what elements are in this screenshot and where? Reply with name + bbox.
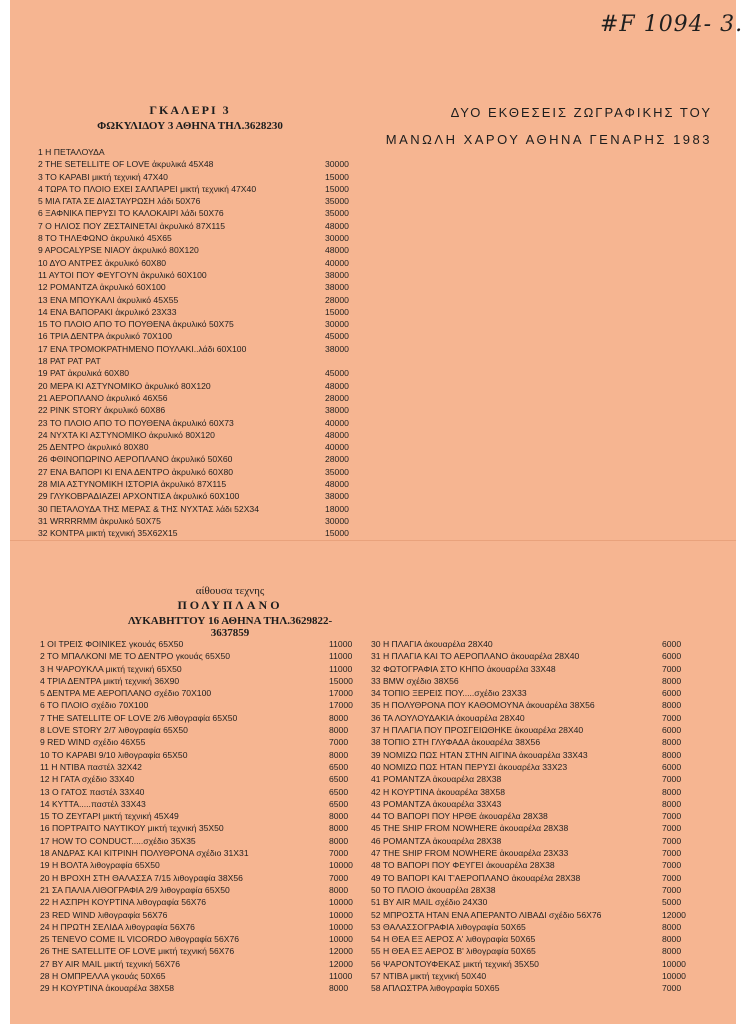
list-item [371,724,691,736]
list-item [40,712,362,724]
gallery2-label: αίθουσα τεχνης [195,585,265,597]
list-item [38,355,358,367]
artwork-title: 26 ΦΘΙΝΟΠΩΡΙΝΟ ΑΕΡΟΠΛΑΝΟ ἀκρυλικό 50Χ60 [38,454,233,465]
list-item [40,896,362,908]
artwork-price: 38000 [325,491,349,502]
artwork-title: 5 ΔΕΝΤΡΑ ΜΕ ΑΕΡΟΠΛΑΝΟ σχέδιο 70Χ100 [40,688,212,699]
artwork-title: 11 ΑΥΤΟΙ ΠΟΥ ΦΕΥΓΟΥΝ ἀκρυλικό 60Χ100 [38,269,207,280]
artwork-price: 28000 [325,392,349,403]
list-item [40,822,362,834]
artwork-title: 50 ΤΟ ΠΛΟΙΟ ἀκουαρέλα 28Χ38 [371,884,496,895]
artwork-title: 22 PINK STORY ἀκρυλικό 60Χ86 [38,405,166,416]
artwork-title: 6 ΤΟ ΠΛΟΙΟ σχέδιο 70Χ100 [40,700,149,711]
list-item [40,638,362,650]
artwork-title: 28 Η ΟΜΠΡΕΛΛΑ γκουάς 50Χ65 [40,971,166,982]
artwork-title: 23 RED WIND λιθογραφία 56Χ76 [40,909,168,920]
list-item [40,859,362,871]
artwork-title: 10 ΤΟ ΚΑΡΑΒΙ 9/10 λιθογραφία 65Χ50 [40,749,188,760]
list-item [371,982,691,994]
artwork-price: 6000 [662,725,682,736]
artwork-price: 12000 [662,909,686,920]
artwork-title: 41 ΡΟΜΑΝΤΖΑ ἀκουαρέλα 28Χ38 [371,774,502,785]
list-item [40,724,362,736]
list-item [38,429,358,441]
artwork-title: 7 Ο ΗΛΙΟΣ ΠΟΥ ΖΕΣΤΑΙΝΕΤΑΙ ἀκρυλικό 87Χ115 [38,220,226,231]
list-item [40,847,362,859]
list-item [371,933,691,945]
artwork-title: 11 Η ΝΤΙΒΑ παστέλ 32Χ42 [40,761,142,772]
artwork-price: 38000 [325,343,349,354]
artwork-price: 11000 [329,663,353,674]
list-item [40,872,362,884]
artwork-price: 11000 [329,639,353,649]
artwork-title: 32 ΚΟΝΤΡΑ μικτή τεχνική 35Χ62Χ15 [38,528,178,539]
artwork-price: 10000 [329,860,353,871]
artwork-title: 42 Η ΚΟΥΡΤΙΝΑ ἀκουαρέλα 38Χ58 [371,786,506,797]
artwork-price: 15000 [329,675,353,686]
list-item [371,859,691,871]
artwork-title: 10 ΔΥΟ ΑΝΤΡΕΣ ἀκρυλικό 60Χ80 [38,257,167,268]
list-item [38,269,358,281]
artwork-title: 16 ΠΟΡΤΡΑΙΤΟ ΝΑΥΤΙΚΟΥ μικτή τεχνική 35Χ50 [40,823,224,834]
artwork-price: 15000 [325,171,349,182]
artwork-title: 17 ΕΝΑ ΤΡΟΜΟΚΡΑΤΗΜΕΝΟ ΠΟΥΛΑΚΙ..λάδι 60Χ100 [38,343,247,354]
artwork-title: 25 ΔΕΝΤΡΟ ἀκρυλικό 80Χ80 [38,442,149,453]
list-item [38,171,358,183]
artwork-title: 15 ΤΟ ΖΕΥΓΑΡΙ μικτή τεχνική 45Χ49 [40,811,179,822]
artwork-price: 6500 [329,798,349,809]
list-item [371,970,691,982]
artwork-title: 56 ΨΑΡΟΝΤΟΥΦΕΚΑΣ μικτή τεχνική 35Χ50 [371,958,539,969]
artwork-title: 30 ΠΕΤΑΛΟΥΔΑ ΤΗΣ ΜΕΡΑΣ & ΤΗΣ ΝΥΧΤΑΣ λάδι 52Χ34 [38,503,259,514]
artwork-title: 14 ΕΝΑ ΒΑΠΟΡΑΚΙ ἀκρυλικό 23Χ33 [38,306,177,317]
artwork-price: 15000 [325,183,349,194]
list-item [40,749,362,761]
artwork-title: 51 BY AIR MAIL σχέδιο 24Χ30 [371,897,488,908]
artwork-price: 8000 [662,675,682,686]
artwork-price: 7000 [662,848,682,859]
artwork-price: 6000 [662,639,682,649]
list-item [38,195,358,207]
fold-line [10,540,736,541]
artwork-title: 24 Η ΠΡΩΤΗ ΣΕΛΙΔΑ λιθογραφία 56Χ76 [40,921,195,932]
list-item [371,749,691,761]
artwork-price: 40000 [325,442,349,453]
artwork-price: 6000 [662,688,682,699]
artwork-price: 10000 [662,958,686,969]
artwork-price: 8000 [329,725,349,736]
list-item [40,687,362,699]
gallery2-address: ΛΥΚΑΒΗΤΤΟΥ 16 ΑΘΗΝΑ ΤΗΛ.3629822-3637859 [127,615,333,639]
artwork-price: 11000 [329,971,353,982]
list-item [40,921,362,933]
artwork-price: 7000 [662,811,682,822]
artwork-title: 19 ΡΑΤ ἀκρυλικά 60Χ80 [38,368,130,379]
artwork-title: 26 THE SATELLITE OF LOVE μικτή τεχνική 56Χ76 [40,946,235,957]
list-item [38,158,358,170]
list-item [371,921,691,933]
artwork-price: 48000 [325,479,349,490]
artwork-price: 10000 [329,909,353,920]
list-item [38,281,358,293]
list-item [371,835,691,847]
list-item [38,380,358,392]
artwork-price: 40000 [325,417,349,428]
list-item [371,945,691,957]
artwork-price: 7000 [329,848,349,859]
list-item [40,699,362,711]
artwork-title: 4 ΤΡΙΑ ΔΕΝΤΡΑ μικτή τεχνική 36Χ90 [40,675,180,686]
artwork-price: 35000 [325,208,349,219]
artwork-price: 7000 [662,823,682,834]
artwork-price: 11000 [329,651,353,662]
artwork-title: 25 TENEVO COME IL VICORDO λιθογραφία 56Χ76 [40,934,240,945]
artwork-price: 8000 [329,712,349,723]
artwork-title: 3 ΤΟ ΚΑΡΑΒΙ μικτή τεχνική 47Χ40 [38,171,168,182]
list-item [371,847,691,859]
artwork-title: 15 ΤΟ ΠΛΟΙΟ ΑΠΟ ΤΟ ΠΟΥΘΕΝΑ ἀκρυλικό 50Χ75 [38,319,234,330]
artwork-title: 8 ΤΟ ΤΗΛΕΦΩΝΟ ἀκρυλικό 45Χ65 [38,233,172,244]
artwork-price: 7000 [329,737,349,748]
artwork-title: 52 ΜΠΡΟΣΤΑ ΗΤΑΝ ΕΝΑ ΑΠΕΡΑΝΤΟ ΛΙΒΑΔΙ σχέδιο 56Χ76 [371,909,602,920]
list-item [38,453,358,465]
artwork-title: 46 ΡΟΜΑΝΤΖΑ ἀκουαρέλα 28Χ38 [371,835,502,846]
artwork-price: 8000 [662,737,682,748]
list-item [371,798,691,810]
list-item [40,761,362,773]
artwork-price: 7000 [662,983,682,994]
artwork-title: 44 ΤΟ ΒΑΠΟΡΙ ΠΟΥ ΗΡΘΕ ἀκουαρέλα 28Χ38 [371,811,548,822]
list-item [371,638,691,650]
list-item [40,933,362,945]
artwork-price: 17000 [329,700,353,711]
gallery2-header [110,585,350,639]
list-item [40,909,362,921]
list-item [38,330,358,342]
list-item [371,675,691,687]
list-item [371,884,691,896]
artwork-title: 1 ΟΙ ΤΡΕΙΣ ΦΟΙΝΙΚΕΣ γκουάς 65Χ50 [40,639,184,649]
artwork-price: 35000 [325,466,349,477]
list-item [40,958,362,970]
list-item [371,663,691,675]
artwork-title: 20 Η ΒΡΟΧΗ ΣΤΗ ΘΑΛΑΣΣΑ 7/15 λιθογραφία 38Χ56 [40,872,243,883]
artwork-price: 30000 [325,159,349,170]
artwork-title: 24 ΝΥΧΤΑ ΚΙ ΑΣΤΥΝΟΜΙΚΟ ἀκρυλικό 80Χ120 [38,429,215,440]
list-item [371,822,691,834]
gallery2-price-list-right [371,638,691,995]
artwork-price: 48000 [325,245,349,256]
artwork-price: 15000 [325,528,349,539]
artwork-price: 38000 [325,282,349,293]
artwork-price: 8000 [662,700,682,711]
artwork-price: 8000 [662,946,682,957]
artwork-title: 39 ΝΟΜΙΖΩ ΠΩΣ ΗΤΑΝ ΣΤΗΝ ΑΙΓΙΝΑ ἀκουαρέλα 33Χ43 [371,749,588,760]
list-item [38,503,358,515]
list-item [40,945,362,957]
list-item [40,884,362,896]
artwork-price: 10000 [329,921,353,932]
artwork-title: 37 Η ΠΛΑΓΙΑ ΠΟΥ ΠΡΟΣΓΕΙΩΘΗΚΕ ἀκουαρέλα 28Χ40 [371,725,584,736]
artwork-title: 36 ΤΑ ΛΟΥΛΟΥΔΑΚΙΑ ἀκουαρέλα 28Χ40 [371,712,525,723]
artwork-title: 4 ΤΩΡΑ ΤΟ ΠΛΟΙΟ ΕΧΕΙ ΣΑΛΠΑΡΕΙ μικτή τεχνική 47Χ40 [38,183,257,194]
artwork-title: 21 ΣΑ ΠΑΛΙΑ ΛΙΘΟΓΡΑΦΙΑ 2/9 λιθογραφία 65Χ50 [40,884,230,895]
artwork-price: 7000 [662,860,682,871]
artwork-price: 7000 [662,712,682,723]
list-item [371,786,691,798]
artwork-price: 15000 [325,306,349,317]
artwork-title: 49 ΤΟ ΒΑΠΟΡΙ ΚΑΙ Τ'ΑΕΡΟΠΛΑΝΟ ἀκουαρέλα 28Χ38 [371,872,581,883]
artwork-price: 48000 [325,220,349,231]
list-item [38,478,358,490]
list-item [38,343,358,355]
list-item [40,773,362,785]
list-item [40,736,362,748]
list-item [38,367,358,379]
artwork-title: 9 APOCALYPSE ΝΙΑΟΥ ἀκρυλικό 80Χ120 [38,245,199,256]
artwork-price: 5000 [662,897,682,908]
list-item [38,441,358,453]
artwork-title: 30 Η ΠΛΑΓΙΑ ἀκουαρέλα 28Χ40 [371,639,493,649]
list-item [40,663,362,675]
artwork-title: 5 ΜΙΑ ΓΑΤΑ ΣΕ ΔΙΑΣΤΑΥΡΩΣΗ λάδι 50Χ76 [38,196,201,207]
artwork-title: 9 RED WIND σχέδιο 46Χ55 [40,737,146,748]
list-item [371,687,691,699]
artwork-title: 21 ΑΕΡΟΠΛΑΝΟ ἀκρυλικό 46Χ56 [38,392,168,403]
artwork-title: 33 BMW σχέδιο 38Χ56 [371,675,459,686]
artwork-price: 10000 [329,897,353,908]
gallery2-name: ΠΟΛΥΠΛΑΝΟ [177,598,283,612]
list-item [38,306,358,318]
gallery1-address: ΦΩΚΥΛΙΔΟΥ 3 ΑΘΗΝΑ ΤΗΛ.3628230 [97,120,283,132]
artwork-title: 2 ΤΟ ΜΠΑΛΚΟΝΙ ΜΕ ΤΟ ΔΕΝΤΡΟ γκουάς 65Χ50 [40,651,231,662]
list-item [38,392,358,404]
artwork-price: 7000 [662,884,682,895]
artwork-title: 55 Η ΘΕΑ ΕΞ ΑΕΡΟΣ Β' λιθογραφία 50Χ65 [371,946,536,957]
exhibition-line2: ΜΑΝΩΛΗ ΧΑΡΟΥ ΑΘΗΝΑ ΓΕΝΑΡΗΣ 1983 [385,132,712,147]
artwork-title: 14 ΚΥΤΤΑ.....παστέλ 33Χ43 [40,798,146,809]
artwork-title: 8 LOVE STORY 2/7 λιθογραφία 65Χ50 [40,725,188,736]
artwork-price: 8000 [662,798,682,809]
artwork-price: 7000 [329,872,349,883]
artwork-title: 6 ΞΑΦΝΙΚΑ ΠΕΡΥΣΙ ΤΟ ΚΑΛΟΚΑΙΡΙ λάδι 50Χ76 [38,208,224,219]
list-item [371,712,691,724]
list-item [371,736,691,748]
artwork-price: 6000 [662,651,682,662]
list-item [371,896,691,908]
artwork-title: 58 ΑΠΛΩΣΤΡΑ λιθογραφία 50Χ65 [371,983,500,994]
artwork-title: 23 ΤΟ ΠΛΟΙΟ ΑΠΟ ΤΟ ΠΟΥΘΕΝΑ ἀκρυλικό 60Χ73 [38,417,234,428]
artwork-price: 45000 [325,331,349,342]
artwork-price: 8000 [662,921,682,932]
artwork-price: 10000 [662,971,686,982]
exhibition-line1: ΔΥΟ ΕΚΘΕΣΕΙΣ ΖΩΓΡΑΦΙΚΗΣ ΤΟΥ [450,105,712,120]
artwork-title: 22 Η ΑΣΠΡΗ ΚΟΥΡΤΙΝΑ λιθογραφία 56Χ76 [40,897,207,908]
artwork-title: 16 ΤΡΙΑ ΔΕΝΤΡΑ ἀκρυλικό 70Χ100 [38,331,173,342]
artwork-title: 38 ΤΟΠΙΟ ΣΤΗ ΓΛΥΦΑΔΑ ἀκουαρέλα 38Χ56 [371,737,541,748]
list-item [371,761,691,773]
exhibition-title [380,105,712,147]
artwork-title: 27 BY AIR MAIL μικτή τεχνική 56Χ76 [40,958,180,969]
artwork-title: 27 ΕΝΑ ΒΑΠΟΡΙ ΚΙ ΕΝΑ ΔΕΝΤΡΟ ἀκρυλικό 60Χ80 [38,466,234,477]
list-item [371,650,691,662]
artwork-title: 18 ΑΝΔΡΑΣ ΚΑΙ ΚΙΤΡΙΝΗ ΠΟΛΥΘΡΟΝΑ σχέδιο 31Χ31 [40,848,249,859]
artwork-price: 12000 [329,946,353,957]
list-item [371,699,691,711]
artwork-title: 7 THE SATELLITE OF LOVE 2/6 λιθογραφία 65Χ50 [40,712,238,723]
artwork-title: 31 WRRRRMM ἀκρυλικό 50Χ75 [38,515,161,526]
list-item [40,835,362,847]
artwork-price: 6500 [329,761,349,772]
artwork-title: 31 Η ΠΛΑΓΙΑ ΚΑΙ ΤΟ ΑΕΡΟΠΛΑΝΟ ἀκουαρέλα 28Χ40 [371,651,580,662]
list-item [40,798,362,810]
list-item [38,183,358,195]
list-item [371,958,691,970]
list-item [38,404,358,416]
artwork-price: 18000 [325,503,349,514]
list-item [38,257,358,269]
artwork-title: 1 Η ΠΕΤΑΛΟΥΔΑ [38,147,105,157]
artwork-price: 8000 [662,786,682,797]
artwork-title: 40 ΝΟΜΙΖΩ ΠΩΣ ΗΤΑΝ ΠΕΡΥΣΙ ἀκουαρέλα 33Χ23 [371,761,568,772]
list-item [38,490,358,502]
artwork-price: 12000 [329,958,353,969]
artwork-title: 45 THE SHIP FROM NOWHERE ἀκουαρέλα 28Χ38 [371,823,569,834]
list-item [40,982,362,994]
artwork-price: 7000 [662,774,682,785]
list-item [38,207,358,219]
artwork-title: 28 ΜΙΑ ΑΣΤΥΝΟΜΙΚΗ ΙΣΤΟΡΙΑ ἀκρυλικό 87Χ115 [38,479,227,490]
artwork-title: 32 ΦΩΤΟΓΡΑΦΙΑ ΣΤΟ ΚΗΠΟ ἀκουαρέλα 33Χ48 [371,663,556,674]
artwork-title: 29 Η ΚΟΥΡΤΙΝΑ ἀκουαρέλα 38Χ58 [40,983,175,994]
artwork-title: 53 ΘΑΛΑΣΣΟΓΡΑΦΙΑ λιθογραφία 50Χ65 [371,921,526,932]
list-item [371,872,691,884]
artwork-title: 54 Η ΘΕΑ ΕΞ ΑΕΡΟΣ Α' λιθογραφία 50Χ65 [371,934,536,945]
artwork-price: 48000 [325,380,349,391]
gallery1-header [70,103,310,132]
artwork-title: 57 ΝΤΙΒΑ μικτή τεχνική 50Χ40 [371,971,487,982]
artwork-title: 18 ΡΑΤ ΡΑΤ ΡΑΤ [38,356,101,367]
artwork-title: 47 THE SHIP FROM NOWHERE ἀκουαρέλα 23Χ33 [371,848,569,859]
artwork-price: 35000 [325,196,349,207]
artwork-price: 8000 [329,835,349,846]
artwork-price: 8000 [662,934,682,945]
artwork-title: 20 ΜΕΡΑ ΚΙ ΑΣΤΥΝΟΜΙΚΟ ἀκρυλικό 80Χ120 [38,380,211,391]
artwork-price: 6500 [329,786,349,797]
artwork-price: 7000 [662,835,682,846]
artwork-price: 6000 [662,761,682,772]
gallery1-price-list [38,146,358,540]
list-item [38,294,358,306]
artwork-price: 8000 [329,811,349,822]
list-item [40,786,362,798]
artwork-title: 12 Η ΓΑΤΑ σχέδιο 33Χ40 [40,774,135,785]
list-item [371,773,691,785]
artwork-price: 30000 [325,515,349,526]
artwork-title: 43 ΡΟΜΑΝΤΖΑ ἀκουαρέλα 33Χ43 [371,798,502,809]
list-item [38,146,358,158]
artwork-title: 2 THE SETELLITE OF LOVE ἀκρυλικά 45Χ48 [38,159,214,170]
artwork-title: 13 ΕΝΑ ΜΠΟΥΚΑΛΙ ἀκρυλικό 45Χ55 [38,294,179,305]
list-item [38,244,358,256]
list-item [38,417,358,429]
list-item [38,466,358,478]
artwork-price: 40000 [325,257,349,268]
handwritten-annotation: #F 1094- 3. [600,12,744,37]
artwork-title: 12 ΡΟΜΑΝΤΖΑ ἀκρυλικό 60Χ100 [38,282,166,293]
artwork-title: 48 ΤΟ ΒΑΠΟΡΙ ΠΟΥ ΦΕΥΓΕΙ ἀκουαρέλα 28Χ38 [371,860,555,871]
list-item [40,675,362,687]
gallery1-name: ΓΚΑΛΕΡΙ 3 [149,103,231,117]
artwork-price: 7000 [662,872,682,883]
artwork-price: 8000 [329,749,349,760]
artwork-price: 30000 [325,233,349,244]
artwork-price: 10000 [329,934,353,945]
artwork-price: 8000 [329,983,349,994]
artwork-price: 8000 [329,823,349,834]
artwork-price: 38000 [325,405,349,416]
artwork-price: 38000 [325,269,349,280]
list-item [38,515,358,527]
list-item [38,527,358,539]
artwork-price: 48000 [325,429,349,440]
artwork-title: 17 HOW TO CONDUCT.....σχέδιο 35Χ35 [40,835,196,846]
artwork-title: 29 ΓΛΥΚΟΒΡΑΔΙΑΖΕΙ ΑΡΧΟΝΤΙΣΑ ἀκρυλικό 60Χ100 [38,491,240,502]
list-item [38,232,358,244]
artwork-title: 3 Η ΨΑΡΟΥΚΛΑ μικτή τεχνική 65Χ50 [40,663,182,674]
artwork-title: 35 Η ΠΟΛΥΘΡΟΝΑ ΠΟΥ ΚΑΘΟΜΟΥΝΑ ἀκουαρέλα 38Χ56 [371,700,595,711]
artwork-price: 6500 [329,774,349,785]
artwork-price: 8000 [329,884,349,895]
list-item [40,970,362,982]
artwork-price: 7000 [662,663,682,674]
list-item [38,220,358,232]
artwork-title: 34 ΤΟΠΙΟ ΞΕΡΕΙΣ ΠΟΥ.....σχέδιο 23Χ33 [371,688,527,699]
artwork-price: 45000 [325,368,349,379]
artwork-price: 8000 [662,749,682,760]
list-item [38,318,358,330]
artwork-price: 17000 [329,688,353,699]
artwork-price: 28000 [325,454,349,465]
artwork-price: 28000 [325,294,349,305]
gallery2-price-list-left [40,638,362,995]
list-item [371,909,691,921]
list-item [40,810,362,822]
artwork-title: 19 Η ΒΟΛΤΑ λιθογραφία 65Χ50 [40,860,160,871]
artwork-title: 13 Ο ΓΑΤΟΣ παστέλ 33Χ40 [40,786,145,797]
list-item [40,650,362,662]
artwork-price: 30000 [325,319,349,330]
list-item [371,810,691,822]
